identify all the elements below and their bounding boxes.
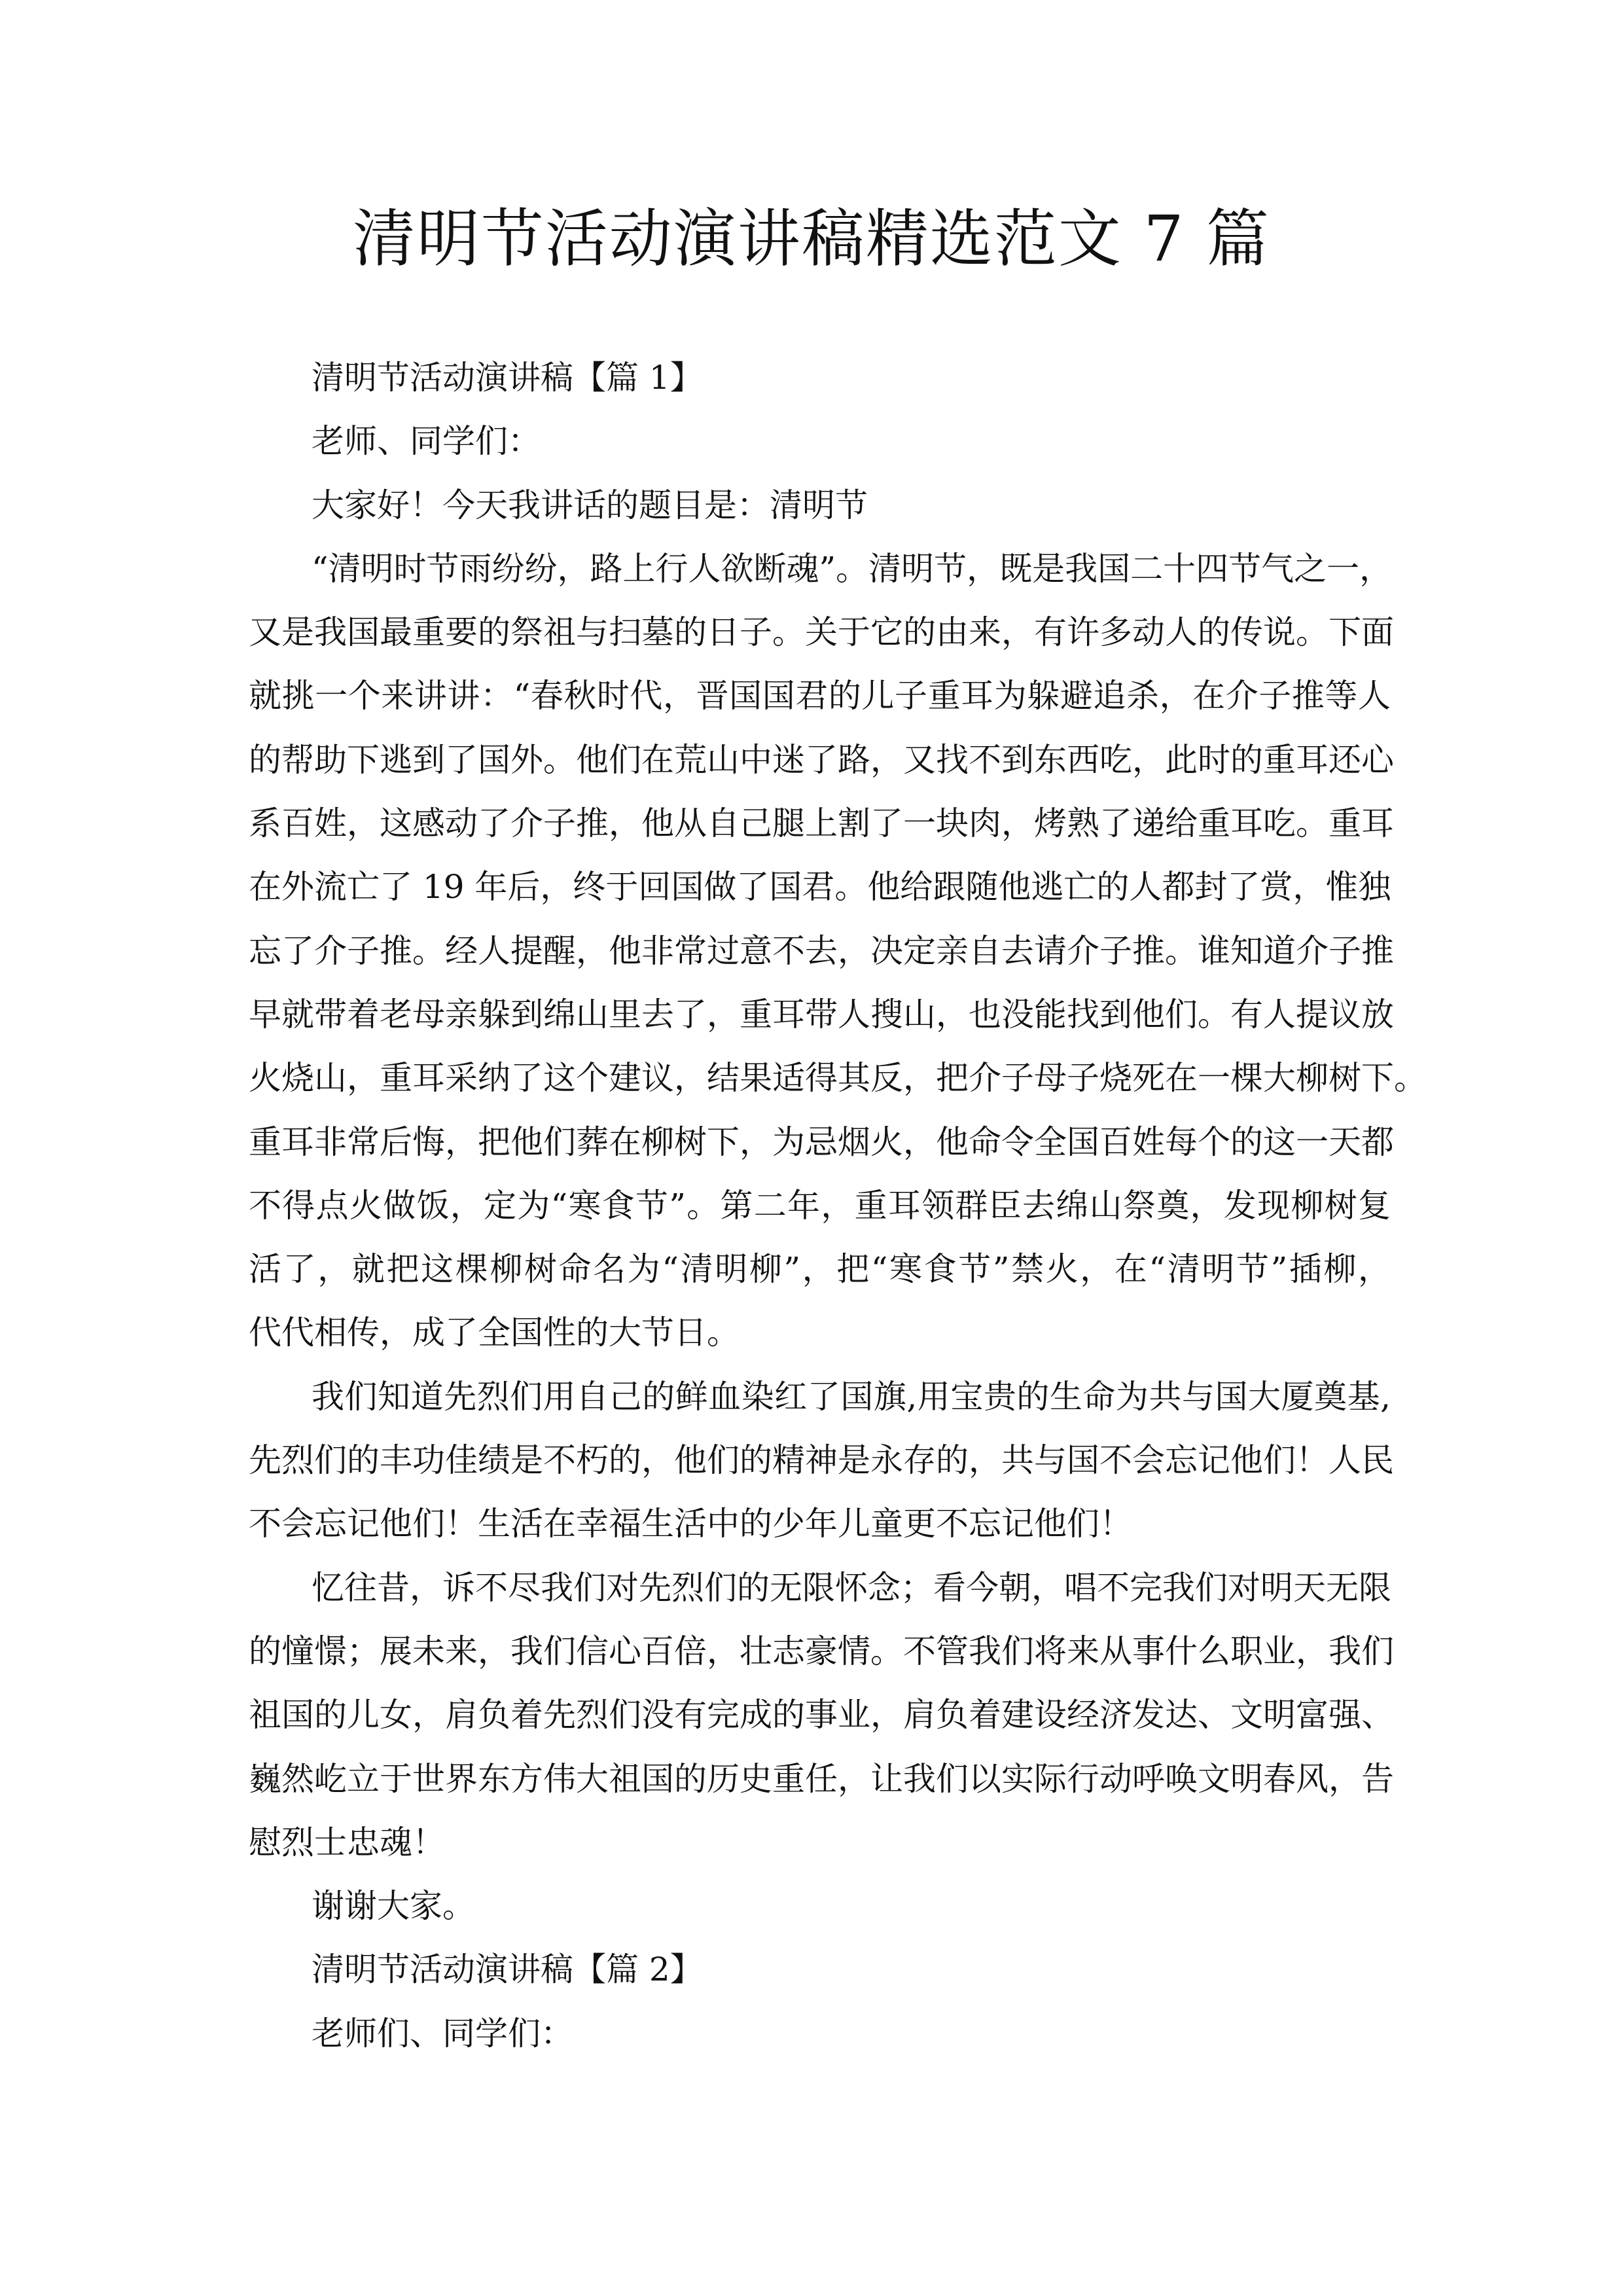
paragraph [249,410,1391,473]
document-body [249,346,1427,2066]
text-line: 慰烈士忠魂！ [249,1823,445,1861]
text-line: 的憧憬；展未来，我们信心百倍，壮志豪情。不管我们将来从事什么职业，我们 [249,1632,1394,1670]
text-line: 早就带着老母亲躲到绵山里去了，重耳带人搜山，也没能找到他们。有人提议放 [249,995,1394,1033]
text-line: 忘了介子推。经人提醒，他非常过意不去，决定亲自去请介子推。谁知道介子推 [249,931,1394,970]
text-line: 忆往昔，诉不尽我们对先烈们的无限怀念；看今朝，唱不完我们对明天无限 [312,1568,1391,1607]
text-line: 在外流亡了 19 年后，终于回国做了国君。他给跟随他逃亡的人都封了赏，惟独 [249,868,1391,906]
text-line: 重耳非常后悔，把他们葬在柳树下，为忌烟火，他命令全国百姓每个的这一天都 [249,1122,1394,1161]
paragraph [249,346,1391,410]
text-line: 谢谢大家。 [312,1887,475,1926]
text-line: 大家好！今天我讲话的题目是：清明节 [312,486,868,524]
text-line: 先烈们的丰功佳绩是不朽的，他们的精神是永存的，共与国不会忘记他们！人民 [249,1441,1394,1480]
text-line: 清明节活动演讲稿【篇 2】 [312,1950,703,1989]
text-line: 系百姓，这感动了介子推，他从自己腿上割了一块肉，烤熟了递给重耳吃。重耳 [249,804,1394,843]
paragraph [249,474,1391,537]
text-line: 我们知道先烈们用自己的鲜血染红了国旗,用宝贵的生命为共与国大厦奠基, [312,1377,1391,1416]
text-line: 代代相传，成了全国性的大节日。 [249,1314,740,1352]
paragraph [249,1556,1394,1874]
text-line: 祖国的儿女，肩负着先烈们没有完成的事业，肩负着建设经济发达、文明富强、 [249,1696,1394,1734]
text-line: 的帮助下逃到了国外。他们在荒山中迷了路，又找不到东西吃，此时的重耳还心 [249,740,1394,779]
text-line: 老师、同学们： [312,422,541,461]
text-line: 活了，就把这棵柳树命名为“清明柳”，把“寒食节”禁火，在“清明节”插柳， [249,1250,1391,1289]
text-line: 清明节活动演讲稿【篇 1】 [312,359,703,397]
paragraph [249,1365,1394,1556]
paragraph [249,2002,1391,2066]
paragraph [249,1938,1391,2001]
text-line: 就挑一个来讲讲：“春秋时代，晋国国君的儿子重耳为躲避追杀，在介子推等人 [249,677,1391,715]
paragraph [249,1874,1391,1938]
text-line: 又是我国最重要的祭祖与扫墓的日子。关于它的由来，有许多动人的传说。下面 [249,613,1394,652]
text-line: 不会忘记他们！生活在幸福生活中的少年儿童更不忘记他们！ [249,1505,1132,1543]
text-line: “清明时节雨纷纷，路上行人欲断魂”。清明节，既是我国二十四节气之一， [312,549,1393,588]
text-line: 巍然屹立于世界东方伟大祖国的历史重任，让我们以实际行动呼唤文明春风，告 [249,1759,1394,1798]
text-line: 不得点火做饭，定为“寒食节”。第二年，重耳领群臣去绵山祭奠，发现柳树复 [249,1186,1391,1225]
paragraph [249,537,1427,1365]
document-title: 清明节活动演讲稿精选范文 7 篇 [352,202,1271,276]
text-line: 火烧山，重耳采纳了这个建议，结果适得其反，把介子母子烧死在一棵大柳树下。 [249,1059,1427,1098]
text-line: 老师们、同学们： [312,2014,573,2053]
